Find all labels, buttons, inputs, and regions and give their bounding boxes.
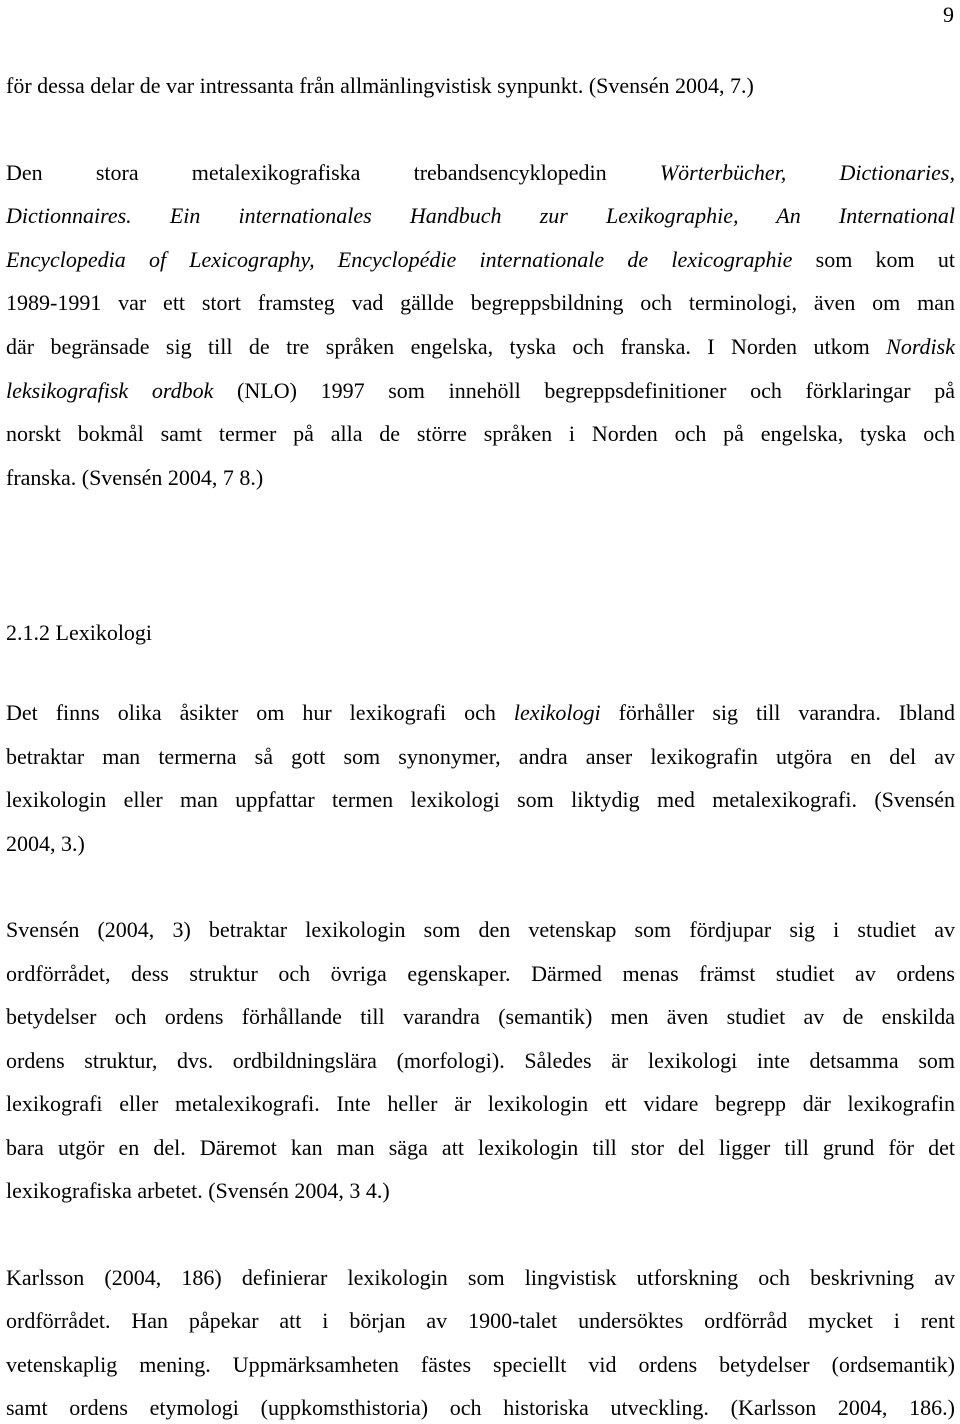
metalex-line-7: norskt bokmål samt termer på alla de större språken i Norden och på engelska, tyska och [6, 421, 955, 446]
metalex-line-2: Dictionnaires. Ein internationales Handbuch zur Lexikographie, An International [6, 203, 955, 228]
svensen-line-2: ordförrådet, dess struktur och övriga egenskaper. Därmed menas främst studiet av ordens [6, 961, 955, 986]
metalex-line-8: franska. (Svensén 2004, 7 8.) [6, 465, 264, 490]
metalex-line-1 [6, 159, 955, 187]
lexikologi-line-1-text-a: Det finns olika åsikter om hur lexikografi och [6, 700, 514, 725]
svensen-line-4: ordens struktur, dvs. ordbildningslära (morfologi). Således är lexikologi inte detsamma som [6, 1048, 955, 1073]
karlsson-line-1: Karlsson (2004, 186) definierar lexikologin som lingvistisk utforskning och beskrivning av [6, 1265, 955, 1290]
svensen-line-3: betydelser och ordens förhållande till varandra (semantik) men även studiet av de enskilda [6, 1004, 955, 1029]
svensen-line-6: bara utgör en del. Däremot kan man säga att lexikologin till stor del ligger till grund för det [6, 1135, 955, 1160]
svensen-line-5: lexikografi eller metalexikografi. Inte heller är lexikologin ett vidare begrepp där lexikografin [6, 1091, 955, 1116]
karlsson-line-4: samt ordens etymologi (uppkomsthistoria) och historiska utveckling. (Karlsson 2004, 186.) [6, 1395, 955, 1420]
page-number: 9 [943, 2, 954, 27]
metalex-line-3 [6, 246, 955, 274]
metalex-line-3-text: som kom ut [792, 247, 956, 272]
svensen-line-1: Svensén (2004, 3) betraktar lexikologin som den vetenskap som fördjupar sig i studiet av [6, 917, 955, 942]
karlsson-line-2: ordförrådet. Han påpekar att i början av 1900-talet undersöktes ordförråd mycket i rent [6, 1308, 955, 1333]
lexikologi-line-1-term: lexikologi [513, 700, 601, 725]
metalex-line-3-title: Encyclopedia of Lexicography, Encyclopédie internationale de lexicographie [6, 247, 793, 272]
metalex-line-6 [6, 377, 955, 405]
metalex-line-6-text: (NLO) 1997 som innehöll begreppsdefinitioner och förklaringar på [213, 378, 955, 403]
lexikologi-line-1 [6, 699, 955, 727]
metalex-line-6-title: leksikografisk ordbok [6, 378, 214, 403]
intro-line: för dessa delar de var intressanta från allmänlingvistisk synpunkt. (Svensén 2004, 7.) [6, 73, 754, 98]
karlsson-line-3: vetenskaplig mening. Uppmärksamheten fästes speciellt vid ordens betydelser (ordsemantik) [6, 1352, 955, 1377]
section-heading: 2.1.2 Lexikologi [6, 620, 153, 645]
metalex-line-5-title: Nordisk [886, 334, 955, 359]
lexikologi-line-2: betraktar man termerna så gott som synonymer, andra anser lexikografin utgöra en del av [6, 744, 955, 769]
metalex-line-5 [6, 333, 955, 361]
lexikologi-line-3: lexikologin eller man uppfattar termen lexikologi som liktydig med metalexikografi. (Svensén [6, 787, 955, 812]
metalex-line-4: 1989-1991 var ett stort framsteg vad gällde begreppsbildning och terminologi, även om man [6, 290, 955, 315]
metalex-line-5-text: där begränsade sig till de tre språken engelska, tyska och franska. I Norden utkom [6, 334, 887, 359]
metalex-line-1-text: Den stora metalexikografiska trebandsencyklopedin [6, 160, 660, 185]
lexikologi-line-4: 2004, 3.) [6, 831, 85, 856]
metalex-line-1-title: Wörterbücher, Dictionaries, [659, 160, 955, 185]
svensen-line-7: lexikografiska arbetet. (Svensén 2004, 3 4.) [6, 1178, 390, 1203]
lexikologi-line-1-text-b: förhåller sig till varandra. Ibland [600, 700, 955, 725]
